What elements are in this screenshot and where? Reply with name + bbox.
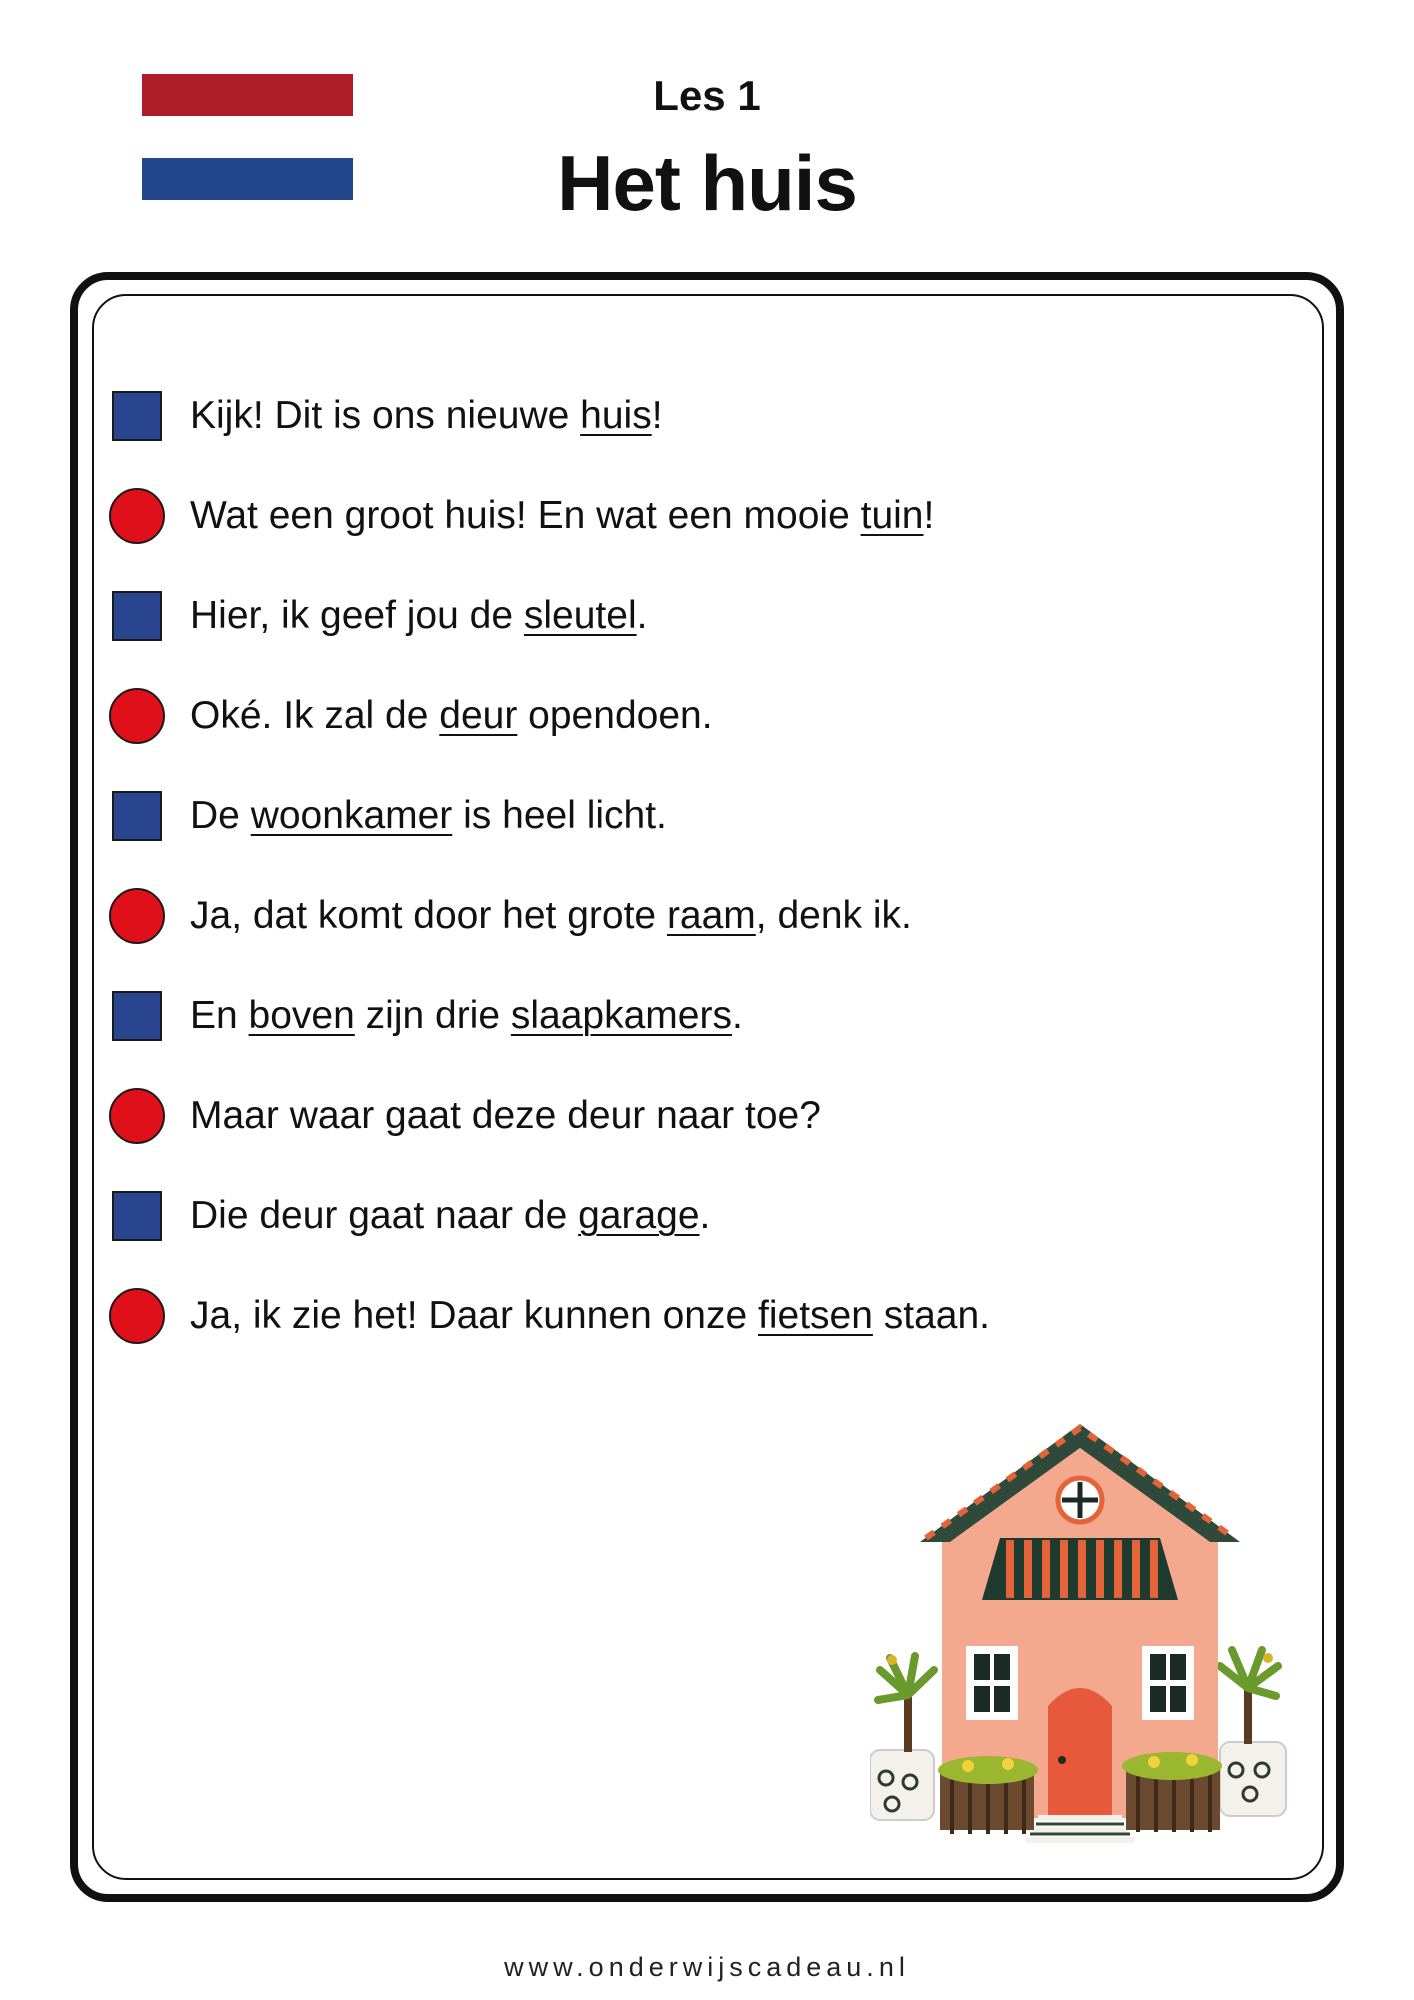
blue-square-marker-icon [112, 1191, 162, 1241]
red-circle-marker-icon [109, 1088, 165, 1144]
page-title: Het huis [557, 139, 857, 227]
dialogue-text [190, 1194, 710, 1238]
blue-square-marker-icon [112, 991, 162, 1041]
flag-red-stripe [142, 74, 353, 116]
dialogue-text [190, 494, 934, 538]
right-plant-icon [1220, 1650, 1286, 1816]
dialogue-line [112, 966, 1262, 1066]
text-fragment: zijn drie [354, 994, 511, 1037]
text-fragment: . [636, 594, 648, 637]
left-plant-icon [870, 1655, 934, 1820]
vocabulary-word: slaapkamers [510, 994, 732, 1037]
text-fragment: De [190, 794, 251, 837]
blue-square-marker-icon [112, 391, 162, 441]
vocabulary-word: sleutel [523, 594, 637, 637]
text-fragment: . [731, 994, 743, 1037]
dialogue-text [190, 594, 647, 638]
vocabulary-word: raam [666, 894, 756, 937]
text-fragment: . [699, 1194, 711, 1237]
dialogue-text [190, 894, 912, 938]
dialogue-line [112, 466, 1262, 566]
text-fragment: Oké. Ik zal de [190, 694, 440, 737]
text-fragment: Kijk! Dit is ons nieuwe [190, 394, 581, 437]
text-fragment: ! [923, 494, 935, 537]
dialogue-text [190, 1094, 821, 1138]
dialogue-line [112, 866, 1262, 966]
footer-url: www.onderwijscadeau.nl [504, 1952, 910, 1982]
text-fragment: opendoen. [517, 694, 713, 737]
dialogue-line [112, 566, 1262, 666]
vocabulary-word: tuin [860, 494, 924, 537]
house-illustration-icon [870, 1420, 1290, 1850]
dialogue-line [112, 766, 1262, 866]
dialogue-line [112, 666, 1262, 766]
dutch-flag-icon [142, 74, 353, 200]
text-fragment: ! [651, 394, 663, 437]
dialogue-text [190, 1294, 990, 1338]
dialogue-line [112, 1166, 1262, 1266]
vocabulary-word: fietsen [758, 1294, 873, 1337]
dialogue-text [190, 694, 713, 738]
text-fragment: staan. [872, 1294, 990, 1337]
dialogue-line [112, 366, 1262, 466]
blue-square-marker-icon [112, 591, 162, 641]
vocabulary-word: garage [578, 1194, 700, 1237]
vocabulary-word: woonkamer [250, 794, 453, 837]
dialogue-line [112, 1266, 1262, 1366]
lesson-label: Les 1 [653, 72, 761, 119]
text-fragment: Ja, ik zie het! Daar kunnen onze [190, 1294, 758, 1337]
red-circle-marker-icon [109, 888, 165, 944]
dialogue-text [190, 994, 743, 1038]
text-fragment: En [190, 994, 249, 1037]
text-fragment: Wat een groot huis! En wat een mooie [190, 494, 861, 537]
red-circle-marker-icon [109, 488, 165, 544]
flag-blue-stripe [142, 158, 353, 200]
vocabulary-word: boven [248, 994, 355, 1037]
red-circle-marker-icon [109, 688, 165, 744]
red-circle-marker-icon [109, 1288, 165, 1344]
vocabulary-word: huis [580, 394, 652, 437]
text-fragment: Hier, ik geef jou de [190, 594, 524, 637]
dialogue-list [112, 366, 1262, 1366]
dialogue-line [112, 1066, 1262, 1166]
vocabulary-word: deur [439, 694, 518, 737]
text-fragment: Ja, dat komt door het grote [190, 894, 667, 937]
text-fragment: Maar waar gaat deze deur naar toe? [190, 1094, 821, 1137]
dialogue-text [190, 794, 667, 838]
text-fragment: , denk ik. [755, 894, 912, 937]
blue-square-marker-icon [112, 791, 162, 841]
text-fragment: is heel licht. [452, 794, 667, 837]
dialogue-text [190, 394, 663, 438]
text-fragment: Die deur gaat naar de [190, 1194, 579, 1237]
